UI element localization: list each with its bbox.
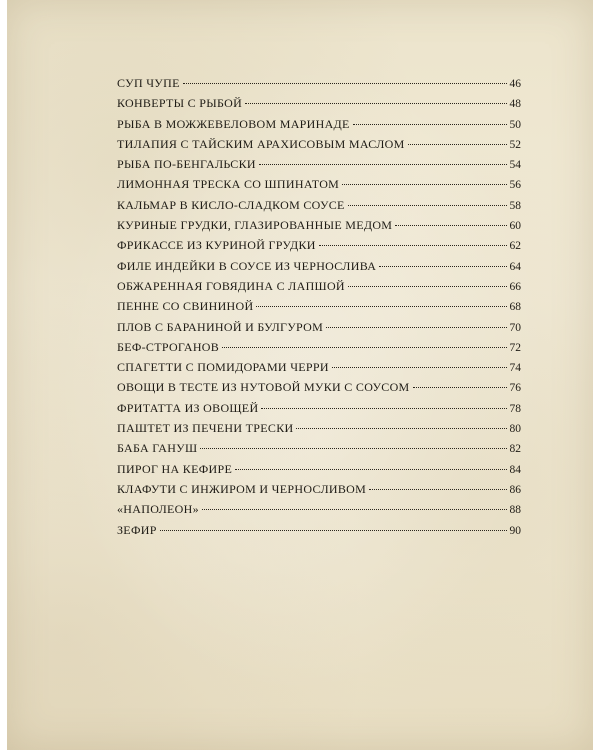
toc-entry <box>117 357 521 377</box>
toc-entry <box>117 377 521 397</box>
toc-entry-title: ФРИКАССЕ ИЗ КУРИНОЙ ГРУДКИ <box>117 238 316 253</box>
dot-leader <box>395 225 506 226</box>
toc-entry-title: СПАГЕТТИ С ПОМИДОРАМИ ЧЕРРИ <box>117 360 329 375</box>
toc-entry-page: 70 <box>509 321 521 334</box>
toc-entry <box>117 195 521 215</box>
toc-entry-page: 48 <box>509 98 521 111</box>
toc-entry <box>117 479 521 499</box>
dot-leader <box>369 489 506 490</box>
toc-entry <box>117 418 521 438</box>
dot-leader <box>222 347 506 348</box>
toc-entry-page: 60 <box>509 220 521 233</box>
toc-entry <box>117 276 521 296</box>
toc-entry-title: КУРИНЫЕ ГРУДКИ, ГЛАЗИРОВАННЫЕ МЕДОМ <box>117 218 393 233</box>
toc-entry <box>117 134 521 154</box>
toc-entry-page: 74 <box>509 362 521 375</box>
toc-entry-title: ФРИТАТТА ИЗ ОВОЩЕЙ <box>117 400 259 415</box>
toc-entry-page: 62 <box>509 240 521 253</box>
dot-leader <box>408 144 507 145</box>
toc-entry-title: ЗЕФИР <box>117 522 157 537</box>
toc-entry <box>117 256 521 276</box>
toc-entry-page: 68 <box>509 301 521 314</box>
toc-entry-page: 90 <box>509 524 521 537</box>
toc-entry <box>117 459 521 479</box>
toc-entry-title: ОВОЩИ В ТЕСТЕ ИЗ НУТОВОЙ МУКИ С СОУСОМ <box>117 380 410 395</box>
toc-entry-page: 78 <box>509 402 521 415</box>
toc-entry-title: КЛАФУТИ С ИНЖИРОМ И ЧЕРНОСЛИВОМ <box>117 481 367 496</box>
dot-leader <box>319 245 507 246</box>
toc-entry-page: 52 <box>509 138 521 151</box>
toc-entry-title: ФИЛЕ ИНДЕЙКИ В СОУСЕ ИЗ ЧЕРНОСЛИВА <box>117 258 377 273</box>
toc-entry <box>117 520 521 540</box>
dot-leader <box>202 509 507 510</box>
dot-leader <box>296 428 506 429</box>
dot-leader <box>160 530 507 531</box>
dot-leader <box>261 408 506 409</box>
toc-entry <box>117 93 521 113</box>
table-of-contents <box>117 73 521 540</box>
toc-entry <box>117 235 521 255</box>
toc-entry-title: ПЕННЕ СО СВИНИНОЙ <box>117 299 254 314</box>
toc-entry-title: ЛИМОННАЯ ТРЕСКА СО ШПИНАТОМ <box>117 177 340 192</box>
toc-entry <box>117 114 521 134</box>
toc-entry-page: 46 <box>509 78 521 90</box>
dot-leader <box>348 286 507 287</box>
toc-entry-title: РЫБА В МОЖЖЕВЕЛОВОМ МАРИНАДЕ <box>117 116 350 131</box>
dot-leader <box>348 205 507 206</box>
toc-entry-page: 50 <box>509 118 521 131</box>
toc-entry <box>117 296 521 316</box>
toc-entry-title: СУП ЧУПЕ <box>117 76 180 90</box>
toc-entry <box>117 317 521 337</box>
toc-entry <box>117 73 521 93</box>
toc-entry <box>117 215 521 235</box>
toc-entry-title: ПАШТЕТ ИЗ ПЕЧЕНИ ТРЕСКИ <box>117 421 294 436</box>
dot-leader <box>183 83 507 84</box>
toc-entry-title: «НАПОЛЕОН» <box>117 502 199 517</box>
toc-entry-title: ТИЛАПИЯ С ТАЙСКИМ АРАХИСОВЫМ МАСЛОМ <box>117 136 405 151</box>
book-page <box>7 0 593 750</box>
toc-entry-title: ПЛОВ С БАРАНИНОЙ И БУЛГУРОМ <box>117 319 324 334</box>
toc-entry <box>117 438 521 458</box>
toc-entry-page: 76 <box>509 382 521 395</box>
dot-leader <box>332 367 507 368</box>
toc-entry-title: РЫБА ПО-БЕНГАЛЬСКИ <box>117 157 256 172</box>
toc-entry-page: 72 <box>509 341 521 354</box>
dot-leader <box>235 469 506 470</box>
dot-leader <box>342 184 506 185</box>
dot-leader <box>259 164 507 165</box>
toc-entry <box>117 154 521 174</box>
toc-entry-page: 88 <box>509 504 521 517</box>
toc-entry-page: 64 <box>509 260 521 273</box>
toc-entry-page: 80 <box>509 423 521 436</box>
toc-entry <box>117 174 521 194</box>
toc-entry-title: КОНВЕРТЫ С РЫБОЙ <box>117 96 243 111</box>
toc-entry-title: БАБА ГАНУШ <box>117 441 198 456</box>
dot-leader <box>326 327 506 328</box>
toc-entry <box>117 398 521 418</box>
toc-entry <box>117 337 521 357</box>
dot-leader <box>353 124 507 125</box>
dot-leader <box>413 387 507 388</box>
toc-entry-page: 56 <box>509 179 521 192</box>
toc-entry-title: ПИРОГ НА КЕФИРЕ <box>117 461 233 476</box>
toc-entry-title: ОБЖАРЕННАЯ ГОВЯДИНА С ЛАПШОЙ <box>117 278 345 293</box>
dot-leader <box>379 266 506 267</box>
toc-entry-page: 82 <box>509 443 521 456</box>
dot-leader <box>245 103 506 104</box>
toc-entry-page: 86 <box>509 483 521 496</box>
toc-entry-title: БЕФ-СТРОГАНОВ <box>117 339 220 354</box>
toc-entry-title: КАЛЬМАР В КИСЛО-СЛАДКОМ СОУСЕ <box>117 197 345 212</box>
dot-leader <box>256 306 506 307</box>
toc-entry-page: 84 <box>509 463 521 476</box>
toc-entry-page: 58 <box>509 199 521 212</box>
dot-leader <box>200 448 506 449</box>
toc-entry-page: 54 <box>509 159 521 172</box>
toc-entry-page: 66 <box>509 280 521 293</box>
toc-entry <box>117 499 521 519</box>
